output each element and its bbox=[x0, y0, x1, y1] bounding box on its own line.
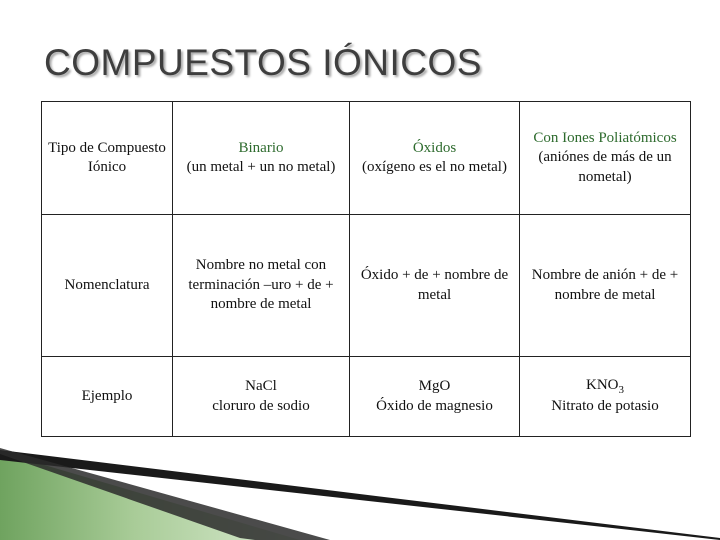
row-label-nomenclatura-text: Nomenclatura bbox=[64, 276, 150, 293]
ejemplo-poliatomicos-name: Nitrato de potasio bbox=[551, 398, 659, 415]
header-poliatomicos bbox=[519, 102, 690, 214]
nomenclatura-poliatomicos bbox=[519, 214, 690, 356]
nomenclatura-binario-text: Nombre no metal con terminación –uro + de + nombre de metal bbox=[188, 257, 334, 313]
nomenclatura-oxidos bbox=[349, 214, 519, 356]
ejemplo-poliatomicos-formula bbox=[551, 376, 658, 397]
ejemplo-oxidos-name: Óxido de magnesio bbox=[376, 397, 493, 414]
header-poliatomicos-title: Con Iones Poliatómicos bbox=[533, 129, 677, 146]
slide-decoration bbox=[0, 440, 720, 540]
header-binario bbox=[172, 102, 349, 214]
header-row-label-text: Tipo de Compuesto Iónico bbox=[48, 139, 166, 175]
nomenclatura-oxidos-text: Óxido + de + nombre de metal bbox=[360, 267, 509, 303]
header-oxidos-desc: (oxígeno es el no metal) bbox=[362, 159, 507, 175]
ejemplo-binario bbox=[172, 356, 349, 436]
header-row-label bbox=[42, 102, 172, 214]
ejemplo-oxidos-formula: MgO bbox=[418, 378, 451, 394]
ejemplo-binario-name: cloruro de sodio bbox=[212, 397, 310, 414]
row-label-ejemplo-text: Ejemplo bbox=[81, 387, 133, 404]
ejemplo-oxidos bbox=[349, 356, 519, 436]
ejemplo-binario-formula: NaCl bbox=[245, 378, 277, 394]
nomenclatura-binario bbox=[172, 214, 349, 356]
row-label-ejemplo bbox=[42, 356, 172, 436]
row-label-nomenclatura bbox=[42, 214, 172, 356]
header-oxidos-title: Óxidos bbox=[412, 139, 457, 156]
formula-subscript: 3 bbox=[618, 384, 624, 397]
header-binario-title: Binario bbox=[238, 139, 284, 156]
ejemplo-poliatomicos bbox=[519, 356, 690, 436]
formula-base: KNO bbox=[585, 377, 619, 394]
header-poliatomicos-desc: (aniónes de más de un nometal) bbox=[538, 149, 672, 185]
header-binario-desc: (un metal + un no metal) bbox=[186, 159, 336, 175]
ionic-compounds-table bbox=[41, 101, 691, 437]
slide-title: COMPUESTOS IÓNICOS bbox=[44, 42, 482, 83]
header-oxidos bbox=[349, 102, 519, 214]
nomenclatura-poliatomicos-text: Nombre de anión + de + nombre de metal bbox=[531, 267, 679, 303]
